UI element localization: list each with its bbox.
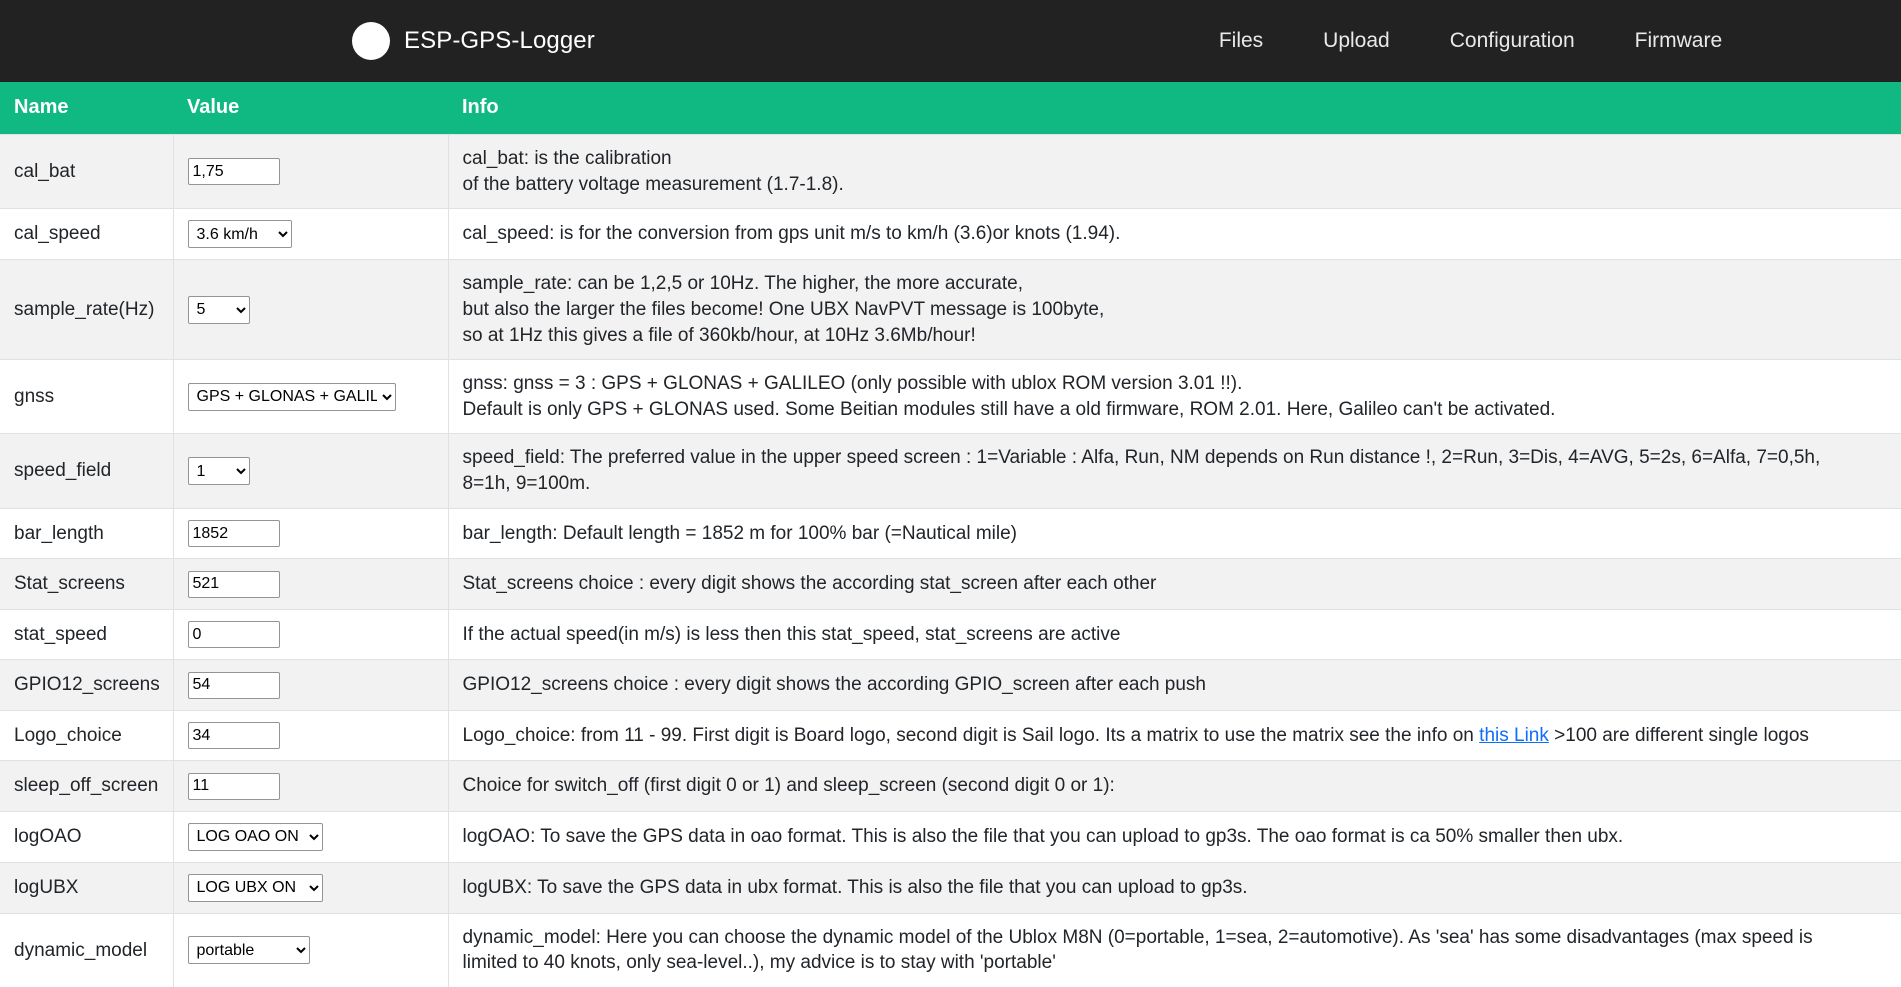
- info-line: If the actual speed(in m/s) is less then this stat_speed, stat_screens are active: [463, 622, 1888, 648]
- info-line: bar_length: Default length = 1852 m for 100% bar (=Nautical mile): [463, 521, 1888, 547]
- info-line: Default is only GPS + GLONAS used. Some Beitian modules still have a old firmware, ROM 2.01. Here, Galileo can't be activated.: [463, 397, 1888, 423]
- table-row: [0, 434, 1901, 508]
- setting-info: [448, 434, 1901, 508]
- table-row: [0, 360, 1901, 434]
- setting-value-cell: [173, 360, 448, 434]
- info-line: logUBX: To save the GPS data in ubx format. This is also the file that you can upload to gp3s.: [463, 875, 1888, 901]
- brand[interactable]: [352, 22, 595, 60]
- select-gnss[interactable]: [188, 383, 396, 411]
- setting-info: [448, 913, 1901, 987]
- setting-name: GPIO12_screens: [0, 660, 173, 711]
- info-line: speed_field: The preferred value in the upper speed screen : 1=Variable : Alfa, Run, NM depends on Run distance !, 2=Run, 3=Dis, 4=AVG, 5=2s, 6=Alfa, 7=0,5h,: [463, 445, 1888, 471]
- setting-name: speed_field: [0, 434, 173, 508]
- info-line: limited to 40 knots, only sea-level..), my advice is to stay with 'portable': [463, 950, 1888, 976]
- setting-info: [448, 559, 1901, 610]
- setting-value-cell: [173, 209, 448, 260]
- nav-link-upload[interactable]: Upload: [1293, 19, 1420, 63]
- nav-link-firmware[interactable]: Firmware: [1605, 19, 1753, 63]
- setting-info: [448, 862, 1901, 913]
- info-line: logOAO: To save the GPS data in oao format. This is also the file that you can upload to gp3s. The oao format is ca 50% smaller then ubx.: [463, 824, 1888, 850]
- setting-name: Logo_choice: [0, 710, 173, 761]
- select-logubx[interactable]: [188, 874, 323, 902]
- table-row: [0, 660, 1901, 711]
- input-bar_length[interactable]: [188, 520, 280, 547]
- nav-links: [1189, 19, 1752, 63]
- info-line: Choice for switch_off (first digit 0 or 1) and sleep_screen (second digit 0 or 1):: [463, 773, 1888, 799]
- select-logoao[interactable]: [188, 823, 323, 851]
- setting-info: [448, 135, 1901, 209]
- table-row: [0, 609, 1901, 660]
- brand-title: ESP-GPS-Logger: [404, 27, 595, 55]
- configuration-table: [0, 82, 1901, 987]
- setting-name: sleep_off_screen: [0, 761, 173, 812]
- info-line: gnss: gnss = 3 : GPS + GLONAS + GALILEO (only possible with ublox ROM version 3.01 !!).: [463, 371, 1888, 397]
- info-line: dynamic_model: Here you can choose the dynamic model of the Ublox M8N (0=portable, 1=sea, 2=automotive). As 'sea' has some disadvantages (max speed is: [463, 925, 1888, 951]
- setting-name: stat_speed: [0, 609, 173, 660]
- table-row: [0, 260, 1901, 360]
- input-stat_screens[interactable]: [188, 571, 280, 598]
- info-line: GPIO12_screens choice : every digit shows the according GPIO_screen after each push: [463, 672, 1888, 698]
- setting-value-cell: [173, 609, 448, 660]
- setting-value-cell: [173, 508, 448, 559]
- info-line: sample_rate: can be 1,2,5 or 10Hz. The higher, the more accurate,: [463, 271, 1888, 297]
- setting-info: [448, 609, 1901, 660]
- table-body: [0, 135, 1901, 987]
- table-row: [0, 559, 1901, 610]
- column-header-info: Info: [448, 82, 1901, 135]
- setting-value-cell: [173, 862, 448, 913]
- input-logo_choice[interactable]: [188, 722, 280, 749]
- nav-link-configuration[interactable]: Configuration: [1420, 19, 1605, 63]
- info-line: 8=1h, 9=100m.: [463, 471, 1888, 497]
- select-sample_rate(hz)[interactable]: [188, 296, 250, 324]
- select-cal_speed[interactable]: [188, 220, 292, 248]
- info-line: cal_speed: is for the conversion from gps unit m/s to km/h (3.6)or knots (1.94).: [463, 221, 1888, 247]
- setting-info: [448, 710, 1901, 761]
- info-line: but also the larger the files become! One UBX NavPVT message is 100byte,: [463, 297, 1888, 323]
- info-line: so at 1Hz this gives a file of 360kb/hour, at 10Hz 3.6Mb/hour!: [463, 323, 1888, 349]
- input-stat_speed[interactable]: [188, 621, 280, 648]
- setting-name: cal_speed: [0, 209, 173, 260]
- setting-value-cell: [173, 434, 448, 508]
- info-line-tail: >100 are different single logos: [1549, 725, 1809, 746]
- setting-name: logUBX: [0, 862, 173, 913]
- setting-name: bar_length: [0, 508, 173, 559]
- setting-name: logOAO: [0, 811, 173, 862]
- table-row: [0, 913, 1901, 987]
- setting-value-cell: [173, 660, 448, 711]
- table-header-row: [0, 82, 1901, 135]
- info-line: Stat_screens choice : every digit shows the according stat_screen after each other: [463, 571, 1888, 597]
- input-sleep_off_screen[interactable]: [188, 773, 280, 800]
- setting-name: Stat_screens: [0, 559, 173, 610]
- setting-name: gnss: [0, 360, 173, 434]
- setting-value-cell: [173, 135, 448, 209]
- info-line: cal_bat: is the calibration: [463, 146, 1888, 172]
- circle-logo-icon: [352, 22, 390, 60]
- logo-matrix-link[interactable]: this Link: [1479, 725, 1549, 746]
- input-gpio12_screens[interactable]: [188, 672, 280, 699]
- table-row: [0, 508, 1901, 559]
- setting-name: dynamic_model: [0, 913, 173, 987]
- setting-info: [448, 508, 1901, 559]
- table-head: [0, 82, 1901, 135]
- setting-name: cal_bat: [0, 135, 173, 209]
- input-cal_bat[interactable]: [188, 158, 280, 185]
- setting-info: [448, 761, 1901, 812]
- column-header-value: Value: [173, 82, 448, 135]
- table-row: [0, 761, 1901, 812]
- setting-value-cell: [173, 559, 448, 610]
- setting-name: sample_rate(Hz): [0, 260, 173, 360]
- table-row: [0, 209, 1901, 260]
- select-dynamic_model[interactable]: [188, 936, 310, 964]
- top-navbar: [0, 0, 1901, 82]
- setting-info: [448, 660, 1901, 711]
- select-speed_field[interactable]: [188, 457, 250, 485]
- column-header-name: Name: [0, 82, 173, 135]
- setting-value-cell: [173, 811, 448, 862]
- table-row: [0, 862, 1901, 913]
- info-line: of the battery voltage measurement (1.7-1.8).: [463, 172, 1888, 198]
- setting-info: [448, 260, 1901, 360]
- setting-info: [448, 811, 1901, 862]
- setting-value-cell: [173, 260, 448, 360]
- setting-value-cell: [173, 710, 448, 761]
- info-line: Logo_choice: from 11 - 99. First digit is Board logo, second digit is Sail logo. Its a matrix to use the matrix see the info on: [463, 725, 1480, 746]
- setting-info: [448, 209, 1901, 260]
- table-row: [0, 710, 1901, 761]
- setting-value-cell: [173, 913, 448, 987]
- table-row: [0, 811, 1901, 862]
- setting-info: [448, 360, 1901, 434]
- table-row: [0, 135, 1901, 209]
- nav-link-files[interactable]: Files: [1189, 19, 1293, 63]
- configuration-table-wrap: [0, 82, 1901, 987]
- setting-value-cell: [173, 761, 448, 812]
